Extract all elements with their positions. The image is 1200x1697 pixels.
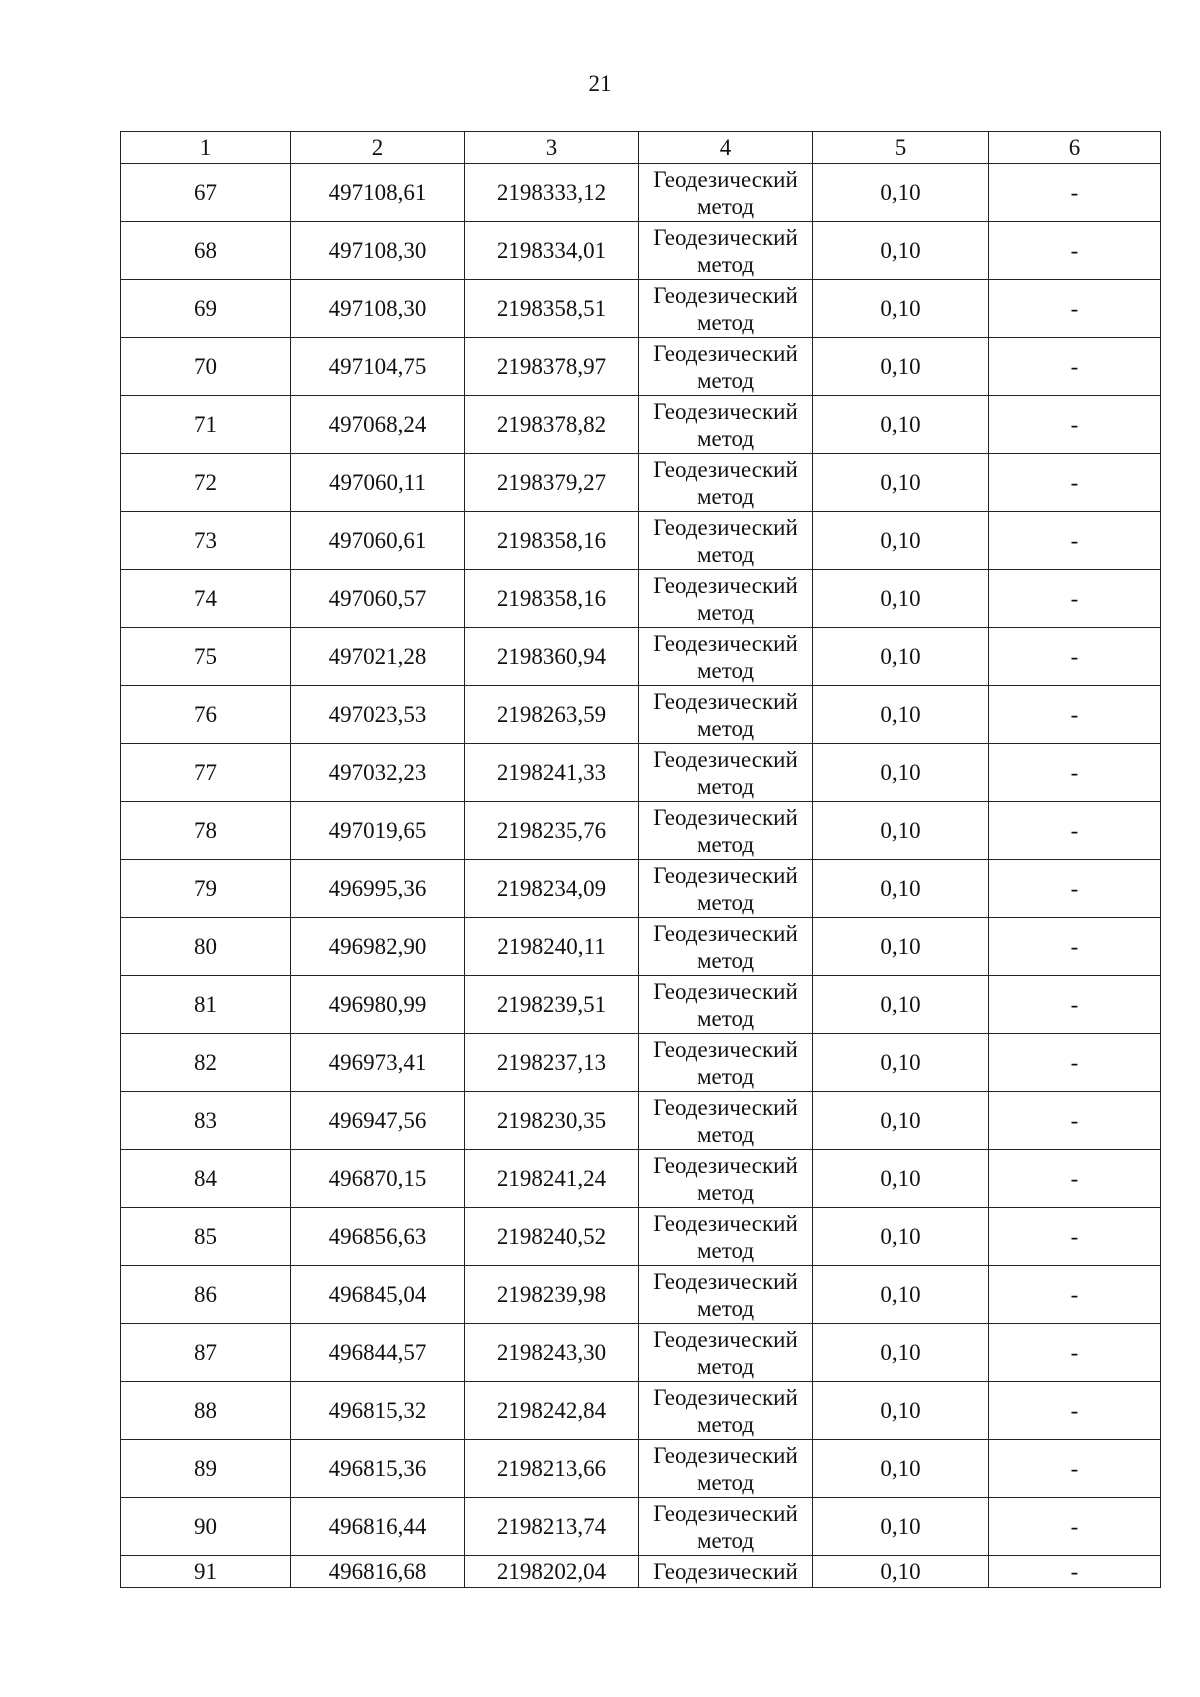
method-cell: Геодезический метод	[639, 744, 813, 802]
y-coordinate-cell: 2198263,59	[465, 686, 639, 744]
method-cell: Геодезический метод	[639, 1150, 813, 1208]
x-coordinate-cell: 497021,28	[291, 628, 465, 686]
point-number-cell: 72	[121, 454, 291, 512]
point-number-cell: 88	[121, 1382, 291, 1440]
method-cell: Геодезический метод	[639, 860, 813, 918]
accuracy-cell: 0,10	[813, 164, 989, 222]
table-row	[121, 512, 1161, 570]
point-number-cell: 84	[121, 1150, 291, 1208]
note-cell: -	[989, 976, 1161, 1034]
table-row	[121, 976, 1161, 1034]
note-cell: -	[989, 1324, 1161, 1382]
table-row	[121, 918, 1161, 976]
table-row	[121, 686, 1161, 744]
table-row	[121, 222, 1161, 280]
x-coordinate-cell: 497019,65	[291, 802, 465, 860]
y-coordinate-cell: 2198234,09	[465, 860, 639, 918]
accuracy-cell: 0,10	[813, 222, 989, 280]
x-coordinate-cell: 496844,57	[291, 1324, 465, 1382]
method-cell: Геодезический метод	[639, 280, 813, 338]
point-number-cell: 80	[121, 918, 291, 976]
method-cell: Геодезический метод	[639, 1498, 813, 1556]
method-cell: Геодезический метод	[639, 628, 813, 686]
method-cell: Геодезический метод	[639, 1266, 813, 1324]
table-row	[121, 1092, 1161, 1150]
accuracy-cell: 0,10	[813, 1498, 989, 1556]
method-cell: Геодезический метод	[639, 1382, 813, 1440]
table-row	[121, 280, 1161, 338]
table-body	[121, 164, 1161, 1588]
y-coordinate-cell: 2198379,27	[465, 454, 639, 512]
accuracy-cell: 0,10	[813, 802, 989, 860]
x-coordinate-cell: 497108,30	[291, 280, 465, 338]
accuracy-cell: 0,10	[813, 1208, 989, 1266]
table-row	[121, 1440, 1161, 1498]
y-coordinate-cell: 2198241,33	[465, 744, 639, 802]
x-coordinate-cell: 497104,75	[291, 338, 465, 396]
accuracy-cell: 0,10	[813, 1324, 989, 1382]
x-coordinate-cell: 497108,61	[291, 164, 465, 222]
note-cell: -	[989, 802, 1161, 860]
y-coordinate-cell: 2198239,98	[465, 1266, 639, 1324]
header-row	[121, 132, 1161, 164]
point-number-cell: 75	[121, 628, 291, 686]
y-coordinate-cell: 2198239,51	[465, 976, 639, 1034]
table-row	[121, 570, 1161, 628]
method-cell: Геодезический метод	[639, 1034, 813, 1092]
table-row	[121, 1150, 1161, 1208]
y-coordinate-cell: 2198213,66	[465, 1440, 639, 1498]
method-cell: Геодезический метод	[639, 164, 813, 222]
method-cell: Геодезический метод	[639, 338, 813, 396]
x-coordinate-cell: 496816,44	[291, 1498, 465, 1556]
point-number-cell: 71	[121, 396, 291, 454]
point-number-cell: 81	[121, 976, 291, 1034]
y-coordinate-cell: 2198240,11	[465, 918, 639, 976]
x-coordinate-cell: 497060,11	[291, 454, 465, 512]
x-coordinate-cell: 496816,68	[291, 1556, 465, 1588]
accuracy-cell: 0,10	[813, 570, 989, 628]
method-cell: Геодезический метод	[639, 454, 813, 512]
point-number-cell: 79	[121, 860, 291, 918]
y-coordinate-cell: 2198378,82	[465, 396, 639, 454]
x-coordinate-cell: 497108,30	[291, 222, 465, 280]
table-row	[121, 1324, 1161, 1382]
y-coordinate-cell: 2198358,16	[465, 570, 639, 628]
note-cell: -	[989, 860, 1161, 918]
table-row	[121, 1266, 1161, 1324]
y-coordinate-cell: 2198242,84	[465, 1382, 639, 1440]
note-cell: -	[989, 396, 1161, 454]
accuracy-cell: 0,10	[813, 454, 989, 512]
point-number-cell: 89	[121, 1440, 291, 1498]
note-cell: -	[989, 1034, 1161, 1092]
table-row	[121, 1556, 1161, 1588]
accuracy-cell: 0,10	[813, 338, 989, 396]
table-row	[121, 1034, 1161, 1092]
note-cell: -	[989, 1266, 1161, 1324]
x-coordinate-cell: 497060,57	[291, 570, 465, 628]
method-cell: Геодезический метод	[639, 1208, 813, 1266]
table-row	[121, 164, 1161, 222]
note-cell: -	[989, 628, 1161, 686]
note-cell: -	[989, 1092, 1161, 1150]
point-number-cell: 70	[121, 338, 291, 396]
header-col-3: 3	[465, 132, 639, 164]
note-cell: -	[989, 280, 1161, 338]
table-row	[121, 1208, 1161, 1266]
point-number-cell: 85	[121, 1208, 291, 1266]
page-number: 21	[588, 71, 612, 96]
table-row	[121, 860, 1161, 918]
accuracy-cell: 0,10	[813, 628, 989, 686]
x-coordinate-cell: 496982,90	[291, 918, 465, 976]
point-number-cell: 67	[121, 164, 291, 222]
note-cell: -	[989, 744, 1161, 802]
x-coordinate-cell: 497023,53	[291, 686, 465, 744]
y-coordinate-cell: 2198235,76	[465, 802, 639, 860]
method-cell: Геодезический метод	[639, 222, 813, 280]
note-cell: -	[989, 1150, 1161, 1208]
table-row	[121, 628, 1161, 686]
y-coordinate-cell: 2198334,01	[465, 222, 639, 280]
method-cell: Геодезический метод	[639, 918, 813, 976]
point-number-cell: 69	[121, 280, 291, 338]
method-cell: Геодезический метод	[639, 1324, 813, 1382]
note-cell: -	[989, 164, 1161, 222]
table-row	[121, 802, 1161, 860]
accuracy-cell: 0,10	[813, 1034, 989, 1092]
table-row	[121, 454, 1161, 512]
note-cell: -	[989, 1498, 1161, 1556]
y-coordinate-cell: 2198202,04	[465, 1556, 639, 1588]
x-coordinate-cell: 496815,36	[291, 1440, 465, 1498]
table-row	[121, 338, 1161, 396]
accuracy-cell: 0,10	[813, 280, 989, 338]
note-cell: -	[989, 918, 1161, 976]
method-cell: Геодезический метод	[639, 396, 813, 454]
x-coordinate-cell: 496973,41	[291, 1034, 465, 1092]
method-cell: Геодезический метод	[639, 1440, 813, 1498]
x-coordinate-cell: 497068,24	[291, 396, 465, 454]
y-coordinate-cell: 2198243,30	[465, 1324, 639, 1382]
point-number-cell: 78	[121, 802, 291, 860]
point-number-cell: 77	[121, 744, 291, 802]
note-cell: -	[989, 338, 1161, 396]
x-coordinate-cell: 497032,23	[291, 744, 465, 802]
y-coordinate-cell: 2198358,51	[465, 280, 639, 338]
note-cell: -	[989, 1556, 1161, 1588]
x-coordinate-cell: 497060,61	[291, 512, 465, 570]
accuracy-cell: 0,10	[813, 512, 989, 570]
header-col-1: 1	[121, 132, 291, 164]
method-cell: Геодезический метод	[639, 802, 813, 860]
point-number-cell: 82	[121, 1034, 291, 1092]
accuracy-cell: 0,10	[813, 1382, 989, 1440]
note-cell: -	[989, 686, 1161, 744]
accuracy-cell: 0,10	[813, 1150, 989, 1208]
y-coordinate-cell: 2198358,16	[465, 512, 639, 570]
accuracy-cell: 0,10	[813, 1556, 989, 1588]
accuracy-cell: 0,10	[813, 976, 989, 1034]
table-row	[121, 396, 1161, 454]
accuracy-cell: 0,10	[813, 1440, 989, 1498]
method-cell: Геодезический метод	[639, 686, 813, 744]
x-coordinate-cell: 496870,15	[291, 1150, 465, 1208]
accuracy-cell: 0,10	[813, 1266, 989, 1324]
accuracy-cell: 0,10	[813, 918, 989, 976]
note-cell: -	[989, 512, 1161, 570]
method-cell: Геодезический метод	[639, 1092, 813, 1150]
method-cell: Геодезический метод	[639, 512, 813, 570]
y-coordinate-cell: 2198237,13	[465, 1034, 639, 1092]
y-coordinate-cell: 2198333,12	[465, 164, 639, 222]
header-col-4: 4	[639, 132, 813, 164]
y-coordinate-cell: 2198213,74	[465, 1498, 639, 1556]
note-cell: -	[989, 570, 1161, 628]
header-col-2: 2	[291, 132, 465, 164]
note-cell: -	[989, 1382, 1161, 1440]
header-col-6: 6	[989, 132, 1161, 164]
point-number-cell: 90	[121, 1498, 291, 1556]
x-coordinate-cell: 496947,56	[291, 1092, 465, 1150]
y-coordinate-cell: 2198240,52	[465, 1208, 639, 1266]
coordinates-table	[120, 131, 1161, 1588]
header-col-5: 5	[813, 132, 989, 164]
y-coordinate-cell: 2198360,94	[465, 628, 639, 686]
accuracy-cell: 0,10	[813, 396, 989, 454]
x-coordinate-cell: 496845,04	[291, 1266, 465, 1324]
note-cell: -	[989, 222, 1161, 280]
accuracy-cell: 0,10	[813, 1092, 989, 1150]
point-number-cell: 73	[121, 512, 291, 570]
point-number-cell: 76	[121, 686, 291, 744]
y-coordinate-cell: 2198230,35	[465, 1092, 639, 1150]
accuracy-cell: 0,10	[813, 686, 989, 744]
method-cell: Геодезический	[639, 1556, 813, 1588]
method-cell: Геодезический метод	[639, 570, 813, 628]
table-row	[121, 1382, 1161, 1440]
x-coordinate-cell: 496980,99	[291, 976, 465, 1034]
table-header	[121, 132, 1161, 164]
x-coordinate-cell: 496995,36	[291, 860, 465, 918]
point-number-cell: 68	[121, 222, 291, 280]
note-cell: -	[989, 1440, 1161, 1498]
point-number-cell: 91	[121, 1556, 291, 1588]
accuracy-cell: 0,10	[813, 860, 989, 918]
note-cell: -	[989, 454, 1161, 512]
y-coordinate-cell: 2198241,24	[465, 1150, 639, 1208]
table-row	[121, 1498, 1161, 1556]
method-cell: Геодезический метод	[639, 976, 813, 1034]
point-number-cell: 87	[121, 1324, 291, 1382]
note-cell: -	[989, 1208, 1161, 1266]
point-number-cell: 74	[121, 570, 291, 628]
point-number-cell: 83	[121, 1092, 291, 1150]
accuracy-cell: 0,10	[813, 744, 989, 802]
x-coordinate-cell: 496856,63	[291, 1208, 465, 1266]
y-coordinate-cell: 2198378,97	[465, 338, 639, 396]
point-number-cell: 86	[121, 1266, 291, 1324]
x-coordinate-cell: 496815,32	[291, 1382, 465, 1440]
table-row	[121, 744, 1161, 802]
